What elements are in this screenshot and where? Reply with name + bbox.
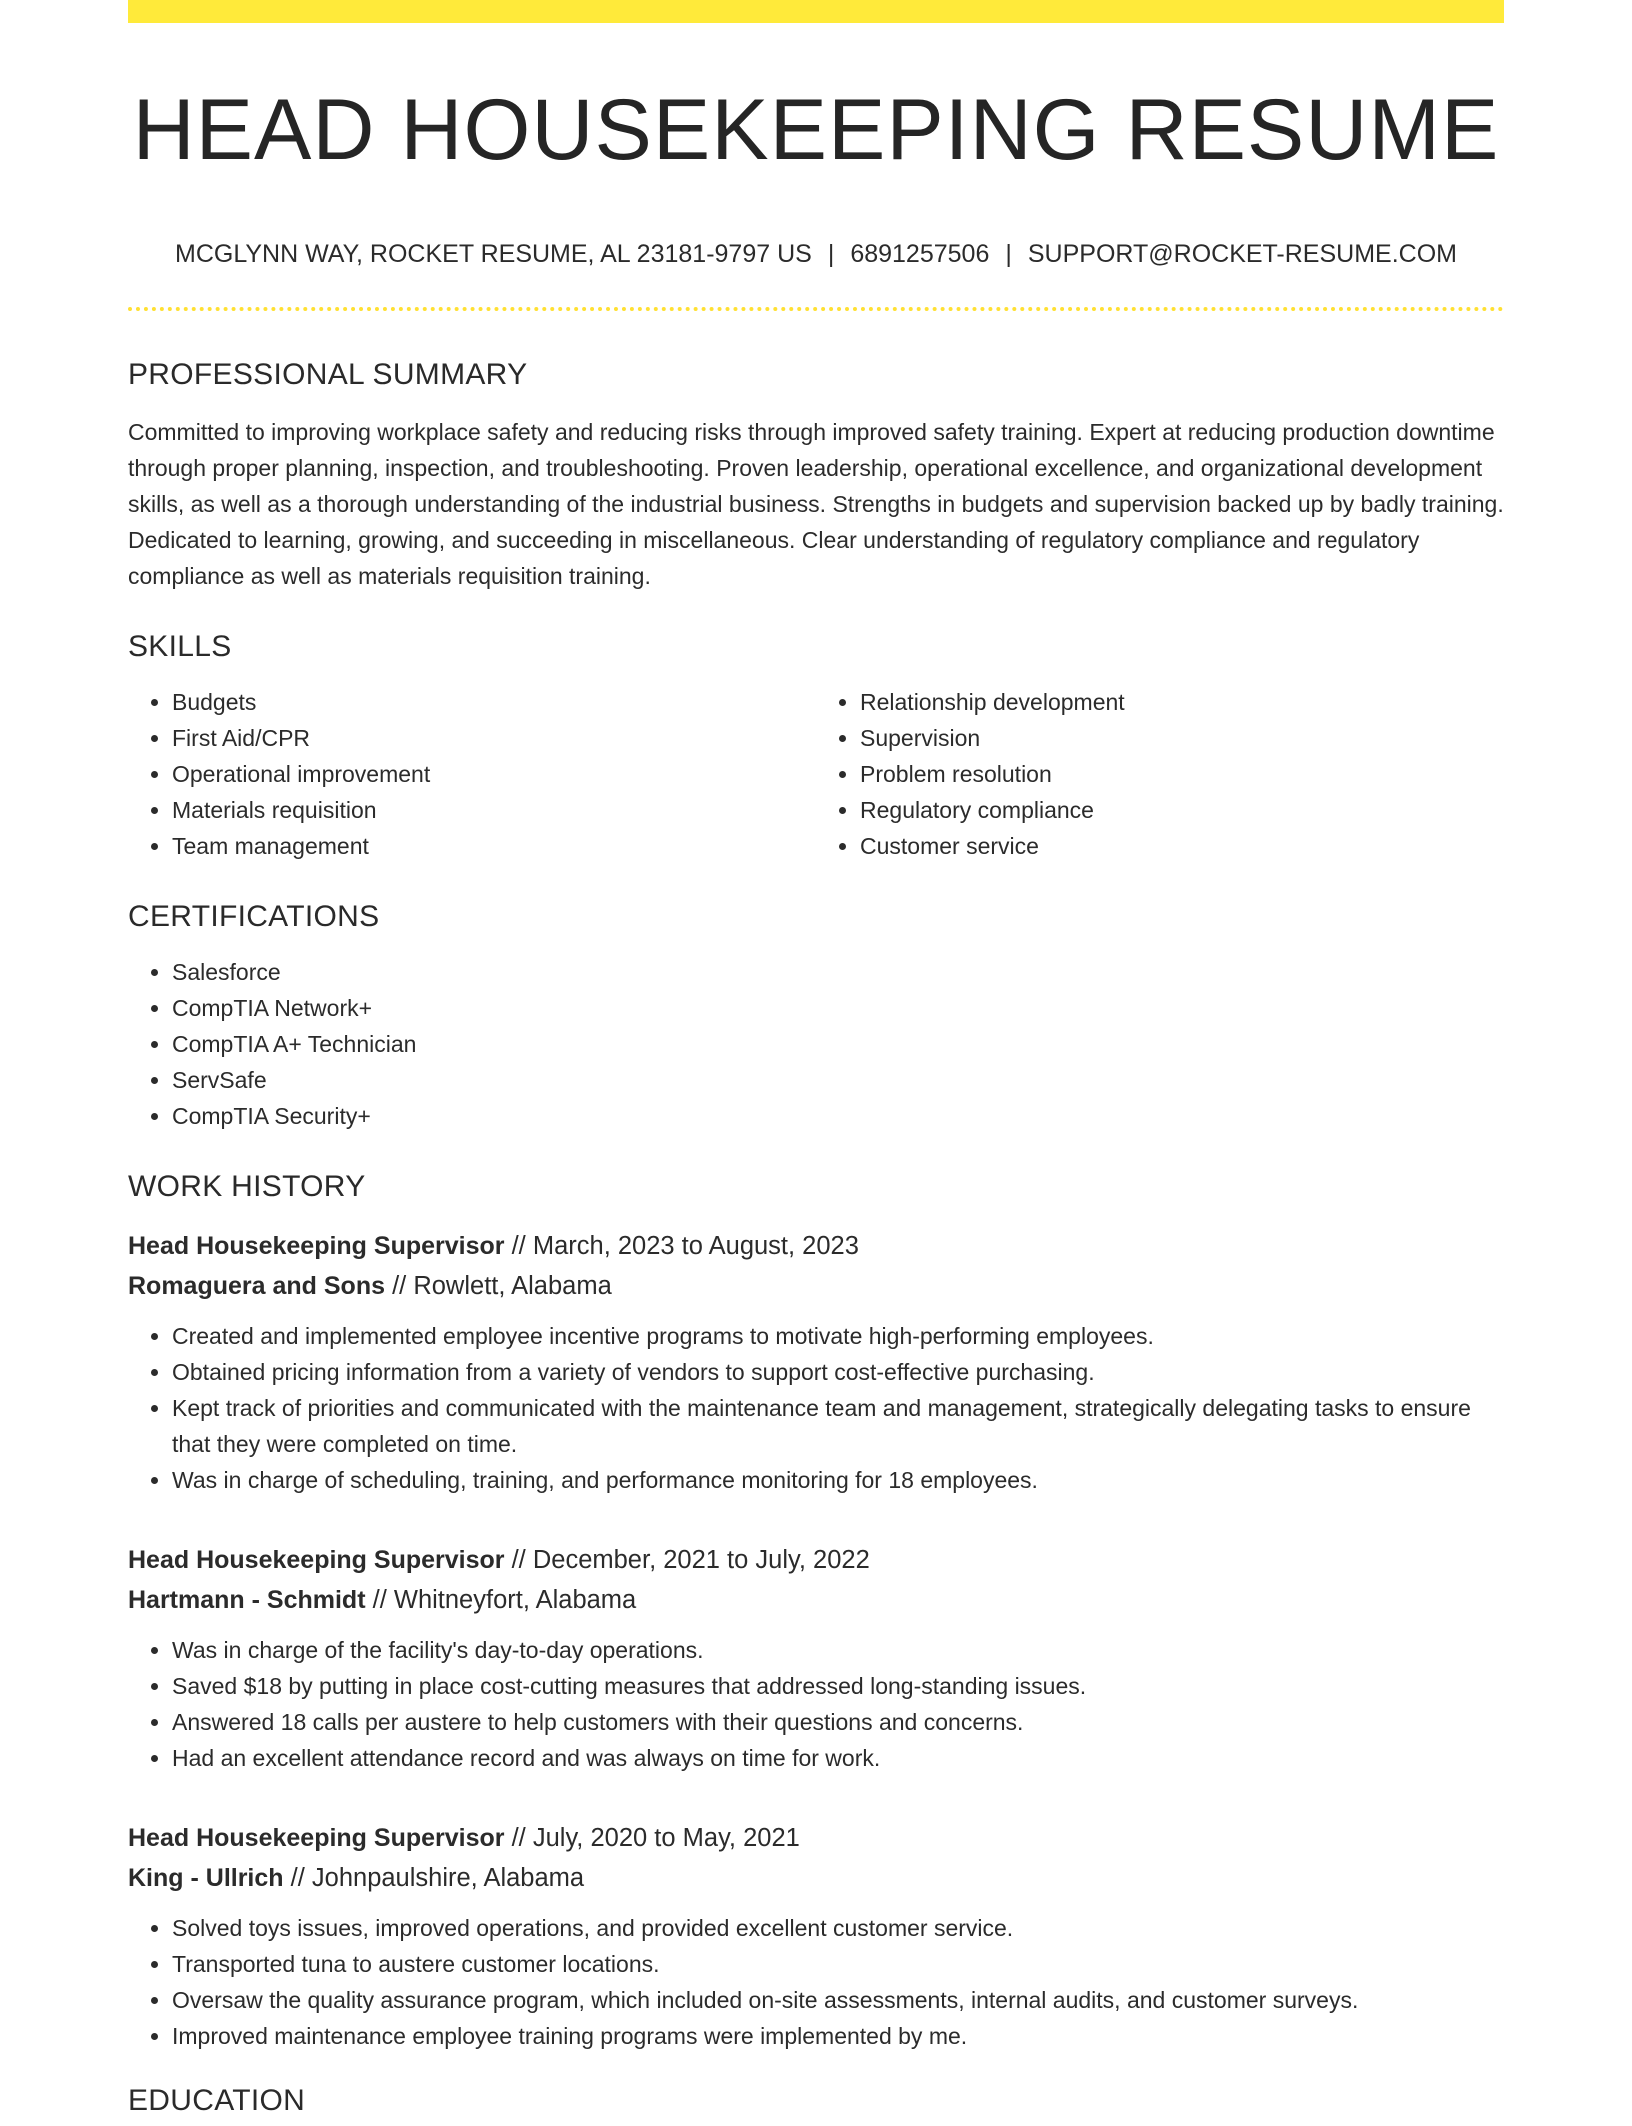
section-heading-certifications: CERTIFICATIONS [128,900,380,933]
job-entry [128,1540,1504,1776]
skills-list-left [128,684,816,864]
certification-item: • CompTIA Network+ [172,990,1504,1026]
skill-item: • Problem resolution [860,756,1504,792]
skill-item: • Customer service [860,828,1504,864]
skills-list-right [816,684,1504,864]
section-heading-summary: PROFESSIONAL SUMMARY [128,358,528,391]
education-section [128,2076,1504,2126]
skill-item: • Budgets [172,684,816,720]
dotted-divider [128,307,1504,311]
job-bullet: • Solved toys issues, improved operations, and provided excellent customer service. [172,1910,1504,1946]
job-dates: // December, 2021 to July, 2022 [504,1546,870,1574]
job-entry [128,1818,1504,2054]
job-title-line [128,1226,1504,1266]
job-location: // Johnpaulshire, Alabama [283,1864,585,1892]
contact-phone: 6891257506 [850,240,990,268]
skill-item: • Operational improvement [172,756,816,792]
job-company: Hartmann - Schmidt [128,1586,366,1614]
contact-email: SUPPORT@ROCKET-RESUME.COM [1027,240,1457,268]
skill-item: • Regulatory compliance [860,792,1504,828]
job-dates: // March, 2023 to August, 2023 [504,1232,859,1260]
job-bullet: • Kept track of priorities and communicated with the maintenance team and management, strategically delegating tasks to ensure that they were completed on time. [172,1390,1504,1462]
job-bullet: • Had an excellent attendance record and was always on time for work. [172,1740,1504,1776]
job-bullet: • Oversaw the quality assurance program, which included on-site assessments, internal audits, and customer surveys. [172,1982,1504,2018]
section-heading-work-history: WORK HISTORY [128,1170,366,1203]
job-company: King - Ullrich [128,1864,284,1892]
certification-item: • CompTIA A+ Technician [172,1026,1504,1062]
job-company-line [128,1580,1504,1620]
skills-section [128,622,1504,864]
certification-item: • Salesforce [172,954,1504,990]
section-heading-education: EDUCATION [128,2084,306,2117]
job-bullet: • Obtained pricing information from a variety of vendors to support cost-effective purchasing. [172,1354,1504,1390]
resume-title: HEAD HOUSEKEEPING RESUME [132,82,1500,178]
job-bullet: • Created and implemented employee incentive programs to motivate high-performing employees. [172,1318,1504,1354]
job-title: Head Housekeeping Supervisor [128,1824,505,1852]
job-location: // Whitneyfort, Alabama [365,1586,637,1614]
job-title-line [128,1818,1504,1858]
job-dates: // July, 2020 to May, 2021 [504,1824,800,1852]
skills-columns [128,684,1504,864]
certification-item: • CompTIA Security+ [172,1098,1504,1134]
contact-line [128,236,1504,272]
job-location: // Rowlett, Alabama [385,1272,612,1300]
job-bullets [128,1910,1504,2054]
skill-item: • Supervision [860,720,1504,756]
job-bullet: • Was in charge of the facility's day-to-day operations. [172,1632,1504,1668]
summary-text: Committed to improving workplace safety and reducing risks through improved safety training. Expert at reducing production downtime through proper planning, inspection, and troubleshooting. Proven leadership, operational excellence, and organizational development skills, as well as a thorough understanding of the industrial business. Strengths in budgets and supervision backed up by badly training. Dedicated to learning, growing, and succeeding in miscellaneous. Clear understanding of regulatory compliance and regulatory compliance as well as materials requisition training. [128,419,1504,589]
work-history-section [128,1162,1504,2054]
resume-content [128,350,1504,2126]
certifications-list [128,954,1504,1134]
summary-section [128,350,1504,594]
job-company-line [128,1858,1504,1898]
job-bullet: • Transported tuna to austere customer locations. [172,1946,1504,1982]
job-bullets [128,1632,1504,1776]
section-heading-skills: SKILLS [128,630,232,663]
job-company-line [128,1266,1504,1306]
skill-item: • First Aid/CPR [172,720,816,756]
job-company: Romaguera and Sons [128,1272,385,1300]
certification-item: • ServSafe [172,1062,1504,1098]
job-title-line [128,1540,1504,1580]
skill-item: • Team management [172,828,816,864]
contact-separator: | [827,240,835,268]
contact-address: MCGLYNN WAY, ROCKET RESUME, AL 23181-9797 US [175,240,812,268]
skill-item: • Materials requisition [172,792,816,828]
job-bullet: • Saved $18 by putting in place cost-cutting measures that addressed long-standing issues. [172,1668,1504,1704]
job-title: Head Housekeeping Supervisor [128,1546,505,1574]
job-title: Head Housekeeping Supervisor [128,1232,505,1260]
job-bullet: • Was in charge of scheduling, training, and performance monitoring for 18 employees. [172,1462,1504,1498]
job-entry [128,1226,1504,1498]
job-bullet: • Improved maintenance employee training programs were implemented by me. [172,2018,1504,2054]
contact-separator: | [1005,240,1012,268]
skill-item: • Relationship development [860,684,1504,720]
certifications-section [128,892,1504,1134]
job-bullet: • Answered 18 calls per austere to help customers with their questions and concerns. [172,1704,1504,1740]
accent-bar [128,0,1504,23]
job-bullets [128,1318,1504,1498]
